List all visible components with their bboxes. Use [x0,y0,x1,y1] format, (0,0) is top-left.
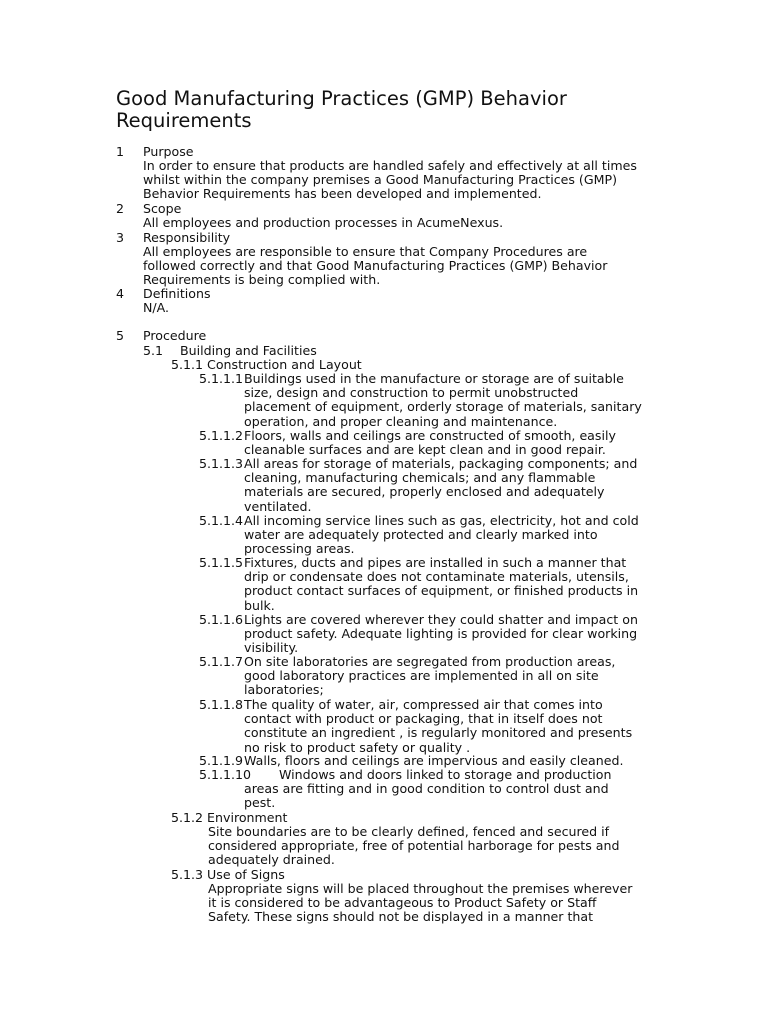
item-number: 5.1.1.3 [199,456,244,471]
subsubsection-heading: 5.1.2 Environment [171,810,288,825]
text-line: Behavior Requirements has been developed and implemented. [143,186,542,202]
text-line: On site laboratories are segregated from production areas, [244,654,616,669]
section-number: 2 [116,201,125,216]
section-heading: Purpose [143,144,194,159]
text-line: product safety. Adequate lighting is provided for clear working [244,626,638,642]
text-line: Site boundaries are to be clearly defined, fenced and secured if [208,824,610,839]
item-number: 5.1.1.6 [199,612,244,627]
subsubsection-heading: 5.1.1 Construction and Layout [171,357,362,372]
title-line: Good Manufacturing Practices (GMP) Behavior [116,87,567,110]
text-line: it is considered to be advantageous to Product Safety or Staff [208,895,597,911]
text-line: Lights are covered wherever they could shatter and impact on [244,612,638,627]
text-line: Appropriate signs will be placed throughout the premises wherever [208,881,633,896]
text-line: processing areas. [244,541,355,557]
item-text [244,372,664,429]
section-number: 3 [116,230,125,245]
section-number: 4 [116,286,125,301]
text-line: considered appropriate, free of potential harborage for pests and [208,838,620,854]
text-line: cleanable surfaces and are kept clean and in good repair. [244,442,606,458]
text-line: followed correctly and that Good Manufacturing Practices (GMP) Behavior [143,258,608,274]
subsection-number: 5.1 [143,343,164,358]
item-text [244,782,664,810]
item-text-first-line: Windows and doors linked to storage and production [279,767,612,782]
item-number: 5.1.1.7 [199,654,244,669]
section-text [143,245,663,288]
section-text: All employees and production processes in AcumeNexus. [143,215,504,230]
item-number: 5.1.1.4 [199,513,244,528]
text-line: Floors, walls and ceilings are constructed of smooth, easily [244,428,616,443]
section-text: N/A. [143,300,170,315]
text-line: All areas for storage of materials, packaging components; and [244,456,638,471]
subsection-heading: Building and Facilities [180,343,317,358]
text-line: no risk to product safety or quality . [244,739,471,755]
document-title [116,88,676,132]
item-text [244,429,664,457]
text-line: product contact surfaces of equipment, or finished products in [244,583,639,599]
text-line: good laboratory practices are implemented in all on site [244,668,599,684]
text-line: Fixtures, ducts and pipes are installed in such a manner that [244,555,627,570]
item-number: 5.1.1.9 [199,753,244,768]
text-line: All employees are responsible to ensure that Company Procedures are [143,244,588,259]
text-line: Requirements is being complied with. [143,272,381,288]
section-heading: Scope [143,201,182,216]
text-line: areas are fitting and in good condition to control dust and [244,781,609,796]
text-line: operation, and proper cleaning and maintenance. [244,413,558,429]
text-line: pest. [244,795,276,811]
item-number: 5.1.1.1 [199,371,244,386]
text-line: cleaning, manufacturing chemicals; and any flammable [244,470,596,486]
text-line: water are adequately protected and clearly marked into [244,527,598,543]
text-line: Buildings used in the manufacture or storage are of suitable [244,371,624,386]
subsubsection-heading: 5.1.3 Use of Signs [171,867,285,882]
text-line: In order to ensure that products are handled safely and effectively at all times [143,158,637,173]
text-line: The quality of water, air, compressed air that comes into [244,697,603,712]
subsection-text [208,825,668,868]
item-number: 5.1.1.8 [199,697,244,712]
text-line: visibility. [244,640,299,656]
text-line: bulk. [244,597,275,613]
item-text [244,514,664,557]
text-line: contact with product or packaging, that in itself does not [244,711,603,727]
item-text [244,655,664,698]
text-line: drip or condensate does not contaminate materials, utensils, [244,569,629,585]
item-number: 5.1.1.2 [199,428,244,443]
item-number: 5.1.1.10 [199,767,252,782]
text-line: materials are secured, properly enclosed and adequately [244,484,605,500]
title-line: Requirements [116,109,252,132]
text-line: size, design and construction to permit unobstructed [244,385,579,401]
item-text [244,698,664,755]
item-text [244,613,664,656]
section-text [143,159,663,202]
text-line: All incoming service lines such as gas, electricity, hot and cold [244,513,639,528]
text-line: whilst within the company premises a Good Manufacturing Practices (GMP) [143,172,617,188]
text-line: constitute an ingredient , is regularly monitored and presents [244,725,633,741]
text-line: Safety. These signs should not be displayed in a manner that [208,909,594,925]
item-text [244,556,664,613]
section-heading: Responsibility [143,230,231,245]
text-line: ventilated. [244,498,312,514]
text-line: laboratories; [244,682,324,698]
item-number: 5.1.1.5 [199,555,244,570]
text-line: placement of equipment, orderly storage of materials, sanitary [244,399,642,415]
subsection-text [208,882,668,925]
section-heading: Procedure [143,328,207,343]
text-line: Walls, floors and ceilings are impervious and easily cleaned. [244,753,624,768]
item-text [244,457,664,514]
section-number: 1 [116,144,125,159]
section-heading: Definitions [143,286,211,301]
section-number: 5 [116,328,125,343]
text-line: adequately drained. [208,852,335,868]
